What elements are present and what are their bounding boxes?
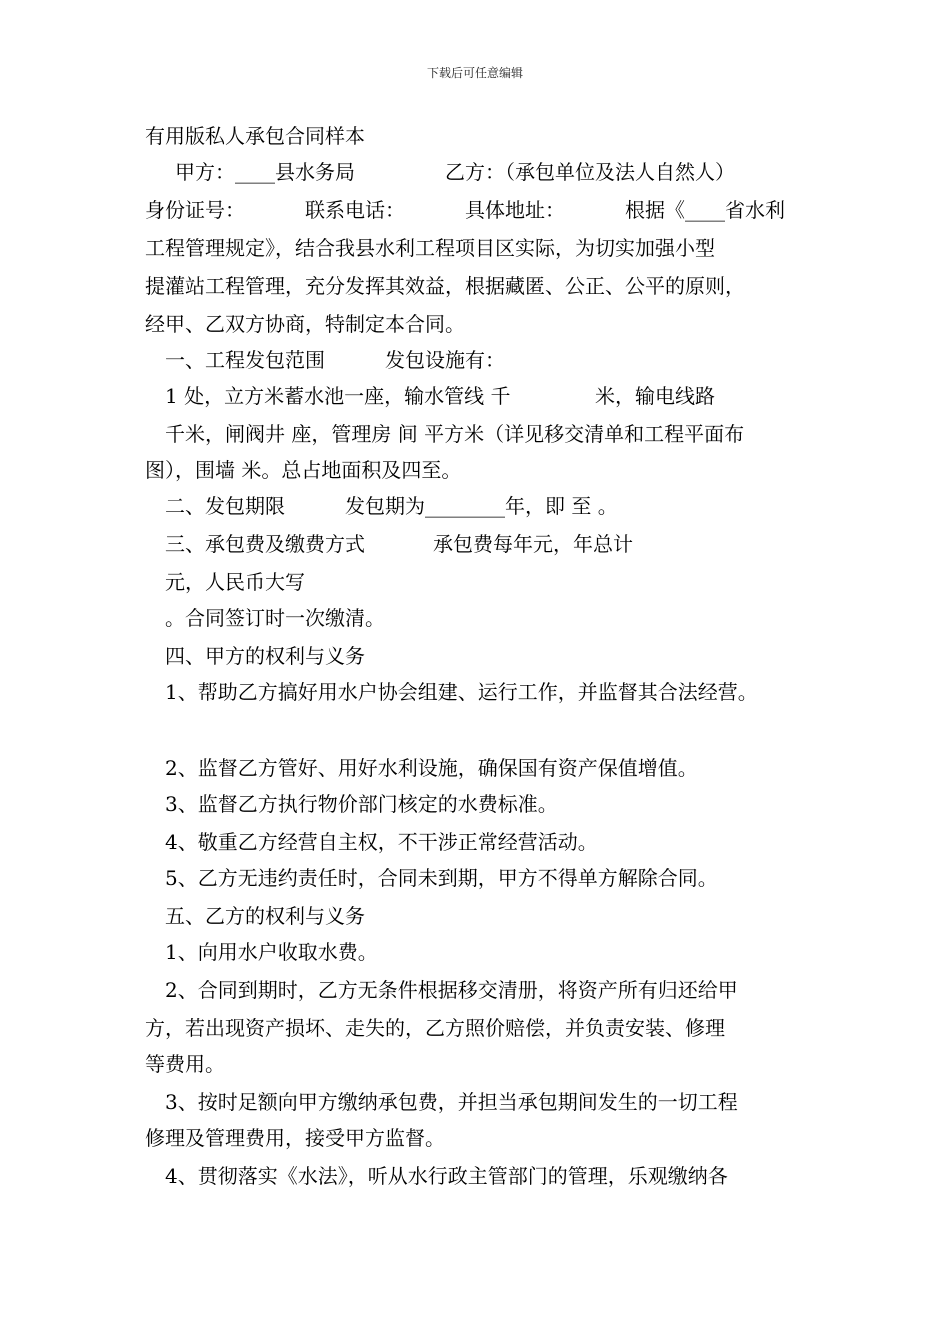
- text-line: 发包期为________年，即 至 。: [345, 494, 618, 518]
- text-line: 根据《____省水利: [625, 198, 785, 222]
- text-line: 元，人民币大写: [165, 570, 305, 594]
- text-line: 1、向用水户收取水费。: [165, 940, 378, 964]
- text-line: 3、监督乙方执行物价部门核定的水费标准。: [165, 792, 558, 816]
- text-line: 修理及管理费用，接受甲方监督。: [145, 1126, 445, 1150]
- text-line: 等费用。: [145, 1052, 225, 1076]
- text-line: 2、合同到期时，乙方无条件根据移交清册，将资产所有归还给甲: [165, 978, 738, 1002]
- text-line: 千米，闸阀井 座，管理房 间 平方米（详见移交清单和工程平面布: [165, 422, 745, 446]
- text-line: 5、乙方无违约责任时，合同未到期，甲方不得单方解除合同。: [165, 866, 718, 890]
- section-heading: 五、乙方的权利与义务: [165, 904, 365, 928]
- text-line: 承包费每年元，年总计: [433, 532, 633, 556]
- text-line: 2、监督乙方管好、用好水利设施，确保国有资产保值增值。: [165, 756, 698, 780]
- text-line: 米，输电线路: [595, 384, 715, 408]
- text-line: 1 处，立方米蓄水池一座，输水管线 千: [165, 384, 511, 408]
- section-heading: 四、甲方的权利与义务: [165, 644, 365, 668]
- text-line: 。合同签订时一次缴清。: [165, 606, 385, 630]
- address-label: 具体地址：: [465, 198, 565, 222]
- text-line: 4、敬重乙方经营自主权，不干涉正常经营活动。: [165, 830, 598, 854]
- section-heading: 三、承包费及缴费方式: [165, 532, 365, 556]
- text-line: 图），围墙 米。总占地面积及四至。: [145, 458, 462, 482]
- text-line: 经甲、乙双方协商，特制定本合同。: [145, 312, 465, 336]
- phone-label: 联系电话：: [305, 198, 405, 222]
- text-line: 发包设施有：: [385, 348, 505, 372]
- text-line: 1、帮助乙方搞好用水户协会组建、运行工作，并监督其合法经营。: [165, 680, 758, 704]
- section-heading: 二、发包期限: [165, 494, 285, 518]
- document-title: 有用版私人承包合同样本: [145, 124, 365, 148]
- text-line: 4、贯彻落实《水法》，听从水行政主管部门的管理，乐观缴纳各: [165, 1164, 728, 1188]
- text-line: 3、按时足额向甲方缴纳承包费，并担当承包期间发生的一切工程: [165, 1090, 738, 1114]
- page-header: 下载后可任意编辑: [426, 66, 523, 80]
- text-line: 工程管理规定》，结合我县水利工程项目区实际，为切实加强小型: [145, 236, 715, 260]
- text-line: 方，若出现资产损坏、走失的，乙方照价赔偿，并负责安装、修理: [145, 1016, 725, 1040]
- id-number-label: 身份证号：: [145, 198, 245, 222]
- text-line: 提灌站工程管理，充分发挥其效益，根据藏匿、公正、公平的原则，: [145, 274, 745, 298]
- section-heading: 一、工程发包范围: [165, 348, 325, 372]
- party-a: 甲方：____县水务局: [175, 160, 355, 184]
- party-b: 乙方：（承包单位及法人自然人）: [445, 160, 735, 184]
